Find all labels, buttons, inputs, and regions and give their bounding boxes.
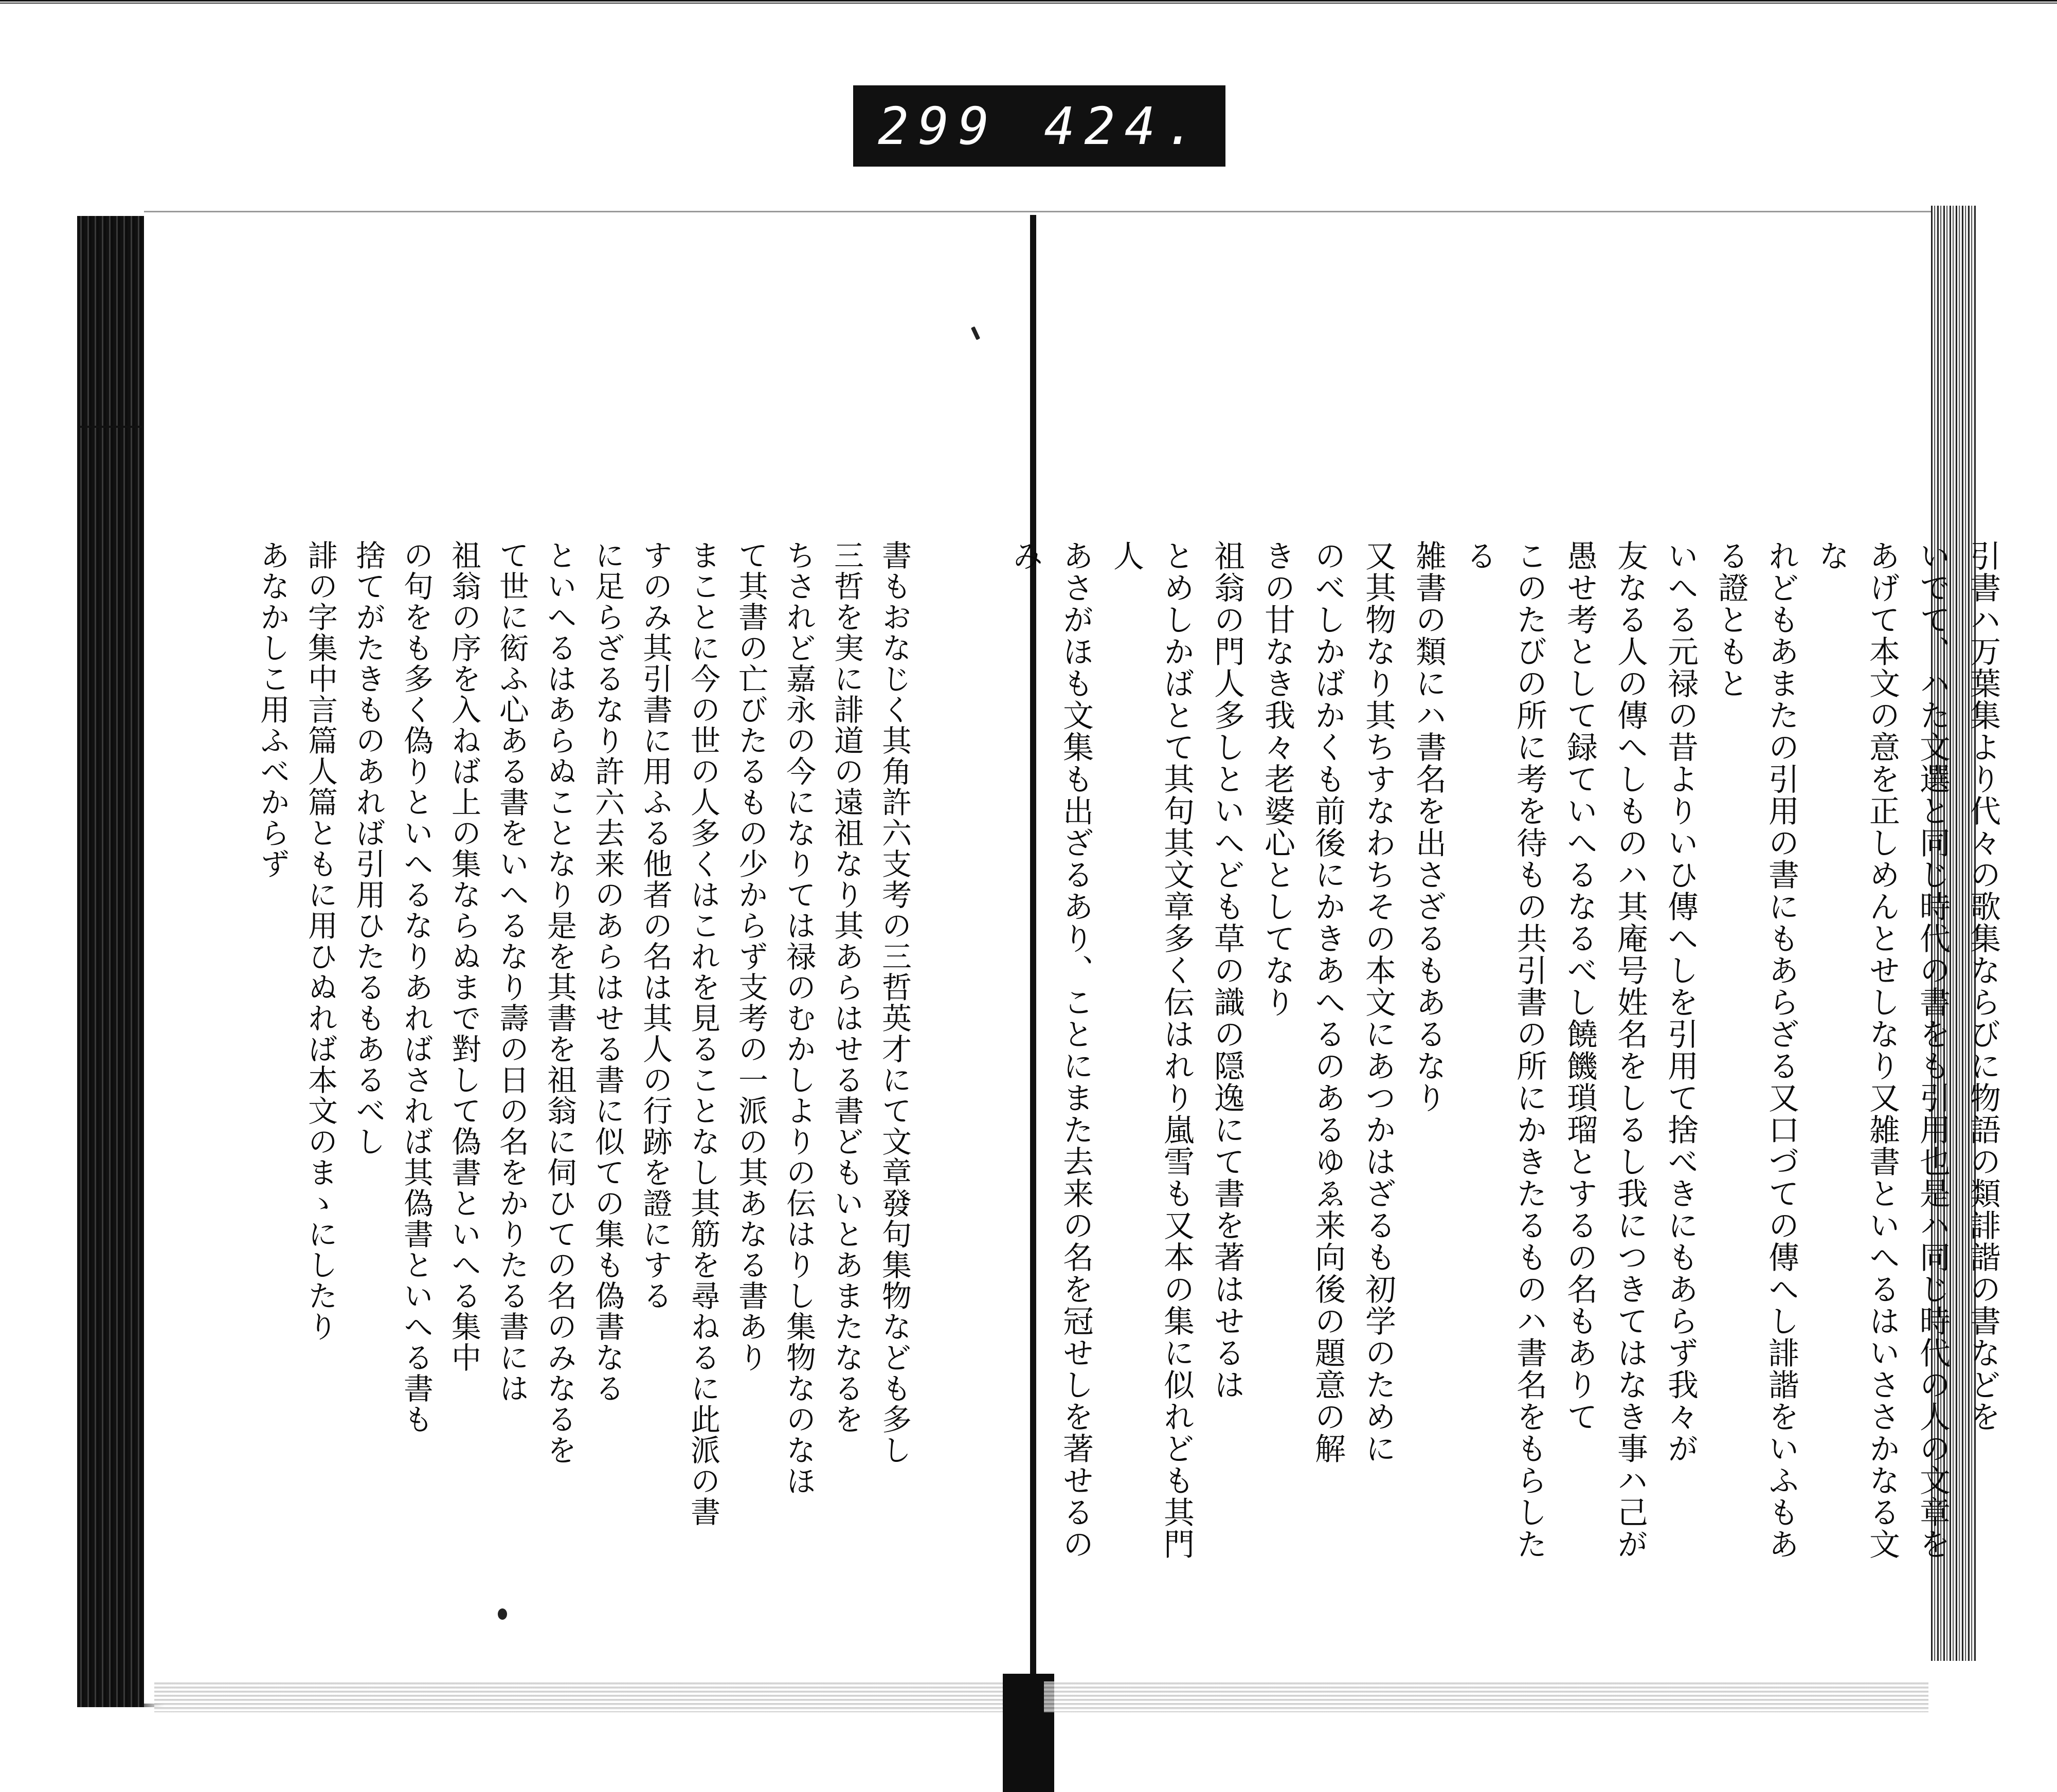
text-column: とめしかばとて其句其文章多く伝はれり嵐雪も又本の集に似れども其門人 xyxy=(1108,540,1195,1560)
text-column: 捨てがたきものあれば引用ひたるもあるべし xyxy=(351,540,386,1157)
text-column: あなかしこ用ふべからず xyxy=(255,540,290,879)
text-column: ちされど嘉永の今になりては禄のむかしよりの伝はりし集物なのなほ xyxy=(781,540,816,1496)
right-page-text xyxy=(1007,540,2008,1568)
text-column: 三哲を実に誹道の遠祖なり其あらはせる書どもいとあまたなるを xyxy=(829,540,864,1435)
text-column: て其書の亡びたるもの少からず支考の一派の其あなる書あり xyxy=(733,540,768,1373)
frame-number-left: 299 xyxy=(878,96,999,156)
text-column: 誹の字集中言篇人篇ともに用ひぬれば本文のまゝにしたり xyxy=(303,540,338,1342)
text-column: このたびの所に考を待もの共引書の所にかきたるものハ書名をもらしたる xyxy=(1461,540,1547,1560)
text-column: あさがほも文集も出ざるあり、ことにまた去来の名を冠せしを著せるのみ xyxy=(1007,540,1094,1560)
ink-speck xyxy=(498,1608,507,1620)
text-column: 雑書の類にハ書名を出さざるもあるなり xyxy=(1411,540,1447,1114)
text-column: すのみ其引書に用ふる他者の名は其人の行跡を證にする xyxy=(638,540,673,1311)
text-column: の句をも多く偽りといへるなりあればされば其偽書といへる書も xyxy=(399,540,434,1435)
text-column: いでて、ハた文選と同じ時代の書をも引用也是ハ同じ時代の人の文章を xyxy=(1915,540,1951,1560)
left-page-text xyxy=(208,540,918,1568)
text-column: いへる元禄の昔よりいひ傳へしを引用て捨べきにもあらず我々が xyxy=(1663,540,1699,1464)
text-column: 愚せ考として録ていへるなるべし饒饑瑣瑠とするの名もありて xyxy=(1562,540,1598,1433)
text-column: 又其物なり其ちすなわちその本文にあつかはざるも初学のために xyxy=(1360,540,1396,1464)
text-column: に足らざるなり許六去来のあらはせる書に似ての集も偽書なる xyxy=(590,540,625,1404)
scan-border-top xyxy=(0,0,2057,4)
text-column: 友なる人の傳へしものハ其庵号姓名をしるし我につきてはなき事ハ己が xyxy=(1612,540,1648,1560)
page-bottom-edge-right xyxy=(1044,1681,1928,1712)
text-column: 祖翁の門人多しといへども草の識の隠逸にて書を著はせるは xyxy=(1209,540,1245,1401)
text-column: まことに今の世の人多くはこれを見ることなし其筋を尋ねるに此派の書 xyxy=(685,540,720,1527)
page-bottom-edge-left xyxy=(154,1681,1003,1712)
book-binding-edge xyxy=(77,216,144,1707)
text-column: あげて本文の意を正しめんとせしなり又雑書といへるはいささかなる文な xyxy=(1814,540,1900,1560)
text-column: きの甘なき我々老婆心としてなり xyxy=(1259,540,1295,1018)
text-column: のべしかばかくも前後にかきあへるのあるゆゑ来向後の題意の解 xyxy=(1310,540,1346,1464)
text-column: 祖翁の序を入ねば上の集ならぬまで對して偽書といへる集中 xyxy=(446,540,481,1373)
frame-counter-label xyxy=(853,85,1225,167)
text-column: れどもあまたの引用の書にもあらざる又口づての傳へし誹諧をいふもある證ともと xyxy=(1713,540,1799,1560)
text-column: て世に衒ふ心ある書をいへるなり壽の日の名をかりたる書には xyxy=(494,540,529,1404)
text-column: 書もおなじく其角許六支考の三哲英才にて文章發句集物なども多し xyxy=(877,540,912,1465)
text-column: といへるはあらぬことなり是を其書を祖翁に伺ひての名のみなるを xyxy=(542,540,577,1465)
frame-number-right: 424. xyxy=(1044,96,1205,156)
text-column: 引書ハ万葉集より代々の歌集ならびに物語の類誹諧の書などを xyxy=(1965,540,2001,1433)
